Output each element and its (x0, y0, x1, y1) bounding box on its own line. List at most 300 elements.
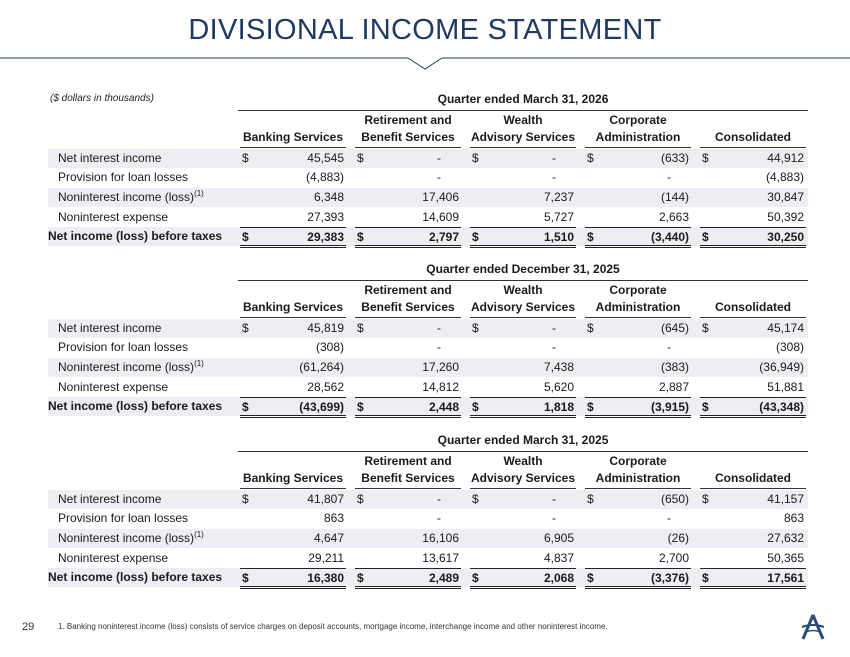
table-cell (355, 168, 461, 187)
column-header (353, 453, 463, 487)
table-cell (700, 338, 806, 357)
total-row (48, 227, 808, 246)
footnote-marker: (1) (194, 359, 204, 368)
column-header-line2: Administration (595, 130, 681, 144)
cell-value: - (437, 170, 441, 184)
cell-value: (383) (660, 360, 689, 374)
table-cell (355, 338, 461, 357)
table-row (48, 188, 808, 207)
row-label (48, 568, 222, 587)
table-cell (355, 188, 461, 207)
row-label-text: Net interest income (58, 151, 162, 165)
table-cell (240, 568, 346, 589)
cell-value: - (667, 170, 671, 184)
footnote-marker: (1) (194, 530, 204, 539)
column-header-line2: Benefit Services (361, 130, 455, 144)
cell-value: 30,847 (767, 190, 804, 204)
cell-value: (650) (660, 492, 689, 506)
column-header-line1: Retirement and (364, 454, 452, 468)
cell-value: 14,812 (422, 380, 459, 394)
table-row (48, 319, 808, 338)
cell-value: 29,211 (308, 551, 344, 565)
row-label (58, 378, 168, 397)
column-header-underline (470, 317, 576, 318)
table-row (48, 338, 808, 357)
table-cell (470, 319, 576, 338)
column-header-line1 (698, 112, 808, 129)
table-cell (470, 490, 576, 509)
column-header (353, 112, 463, 146)
cell-value: 1,818 (543, 400, 574, 414)
table-cell (355, 208, 461, 228)
cell-value: - (552, 321, 556, 335)
period-heading: Quarter ended March 31, 2026 (437, 92, 609, 106)
cell-value: - (552, 340, 556, 354)
table-cell (240, 338, 346, 357)
cell-value: 4,837 (543, 551, 574, 565)
column-header-underline (470, 147, 576, 148)
currency-symbol: $ (242, 571, 249, 585)
row-label (58, 338, 188, 357)
cell-value: 45,174 (767, 321, 804, 335)
currency-symbol: $ (242, 230, 249, 244)
table-cell (240, 490, 346, 509)
cell-value: 2,797 (428, 230, 459, 244)
column-header (583, 282, 693, 316)
table-cell (355, 490, 461, 509)
table-cell (240, 509, 346, 528)
column-header-line1: Retirement and (364, 283, 452, 297)
table-cell (470, 188, 576, 207)
table-cell (585, 188, 691, 207)
currency-symbol: $ (357, 230, 364, 244)
column-header-underline (355, 147, 461, 148)
cell-value: 17,406 (422, 190, 459, 204)
column-header (583, 453, 693, 487)
table-cell (700, 319, 806, 338)
cell-value: (3,915) (650, 400, 689, 414)
page-title: DIVISIONAL INCOME STATEMENT (188, 14, 662, 46)
cell-value: - (552, 511, 556, 525)
table-cell (700, 188, 806, 207)
cell-value: 45,545 (307, 151, 344, 165)
column-header-line2: Banking Services (242, 471, 344, 485)
table-cell (470, 378, 576, 398)
cell-value: 30,250 (767, 230, 804, 244)
cell-value: 7,237 (543, 190, 574, 204)
table-cell (700, 490, 806, 509)
currency-symbol: $ (702, 230, 709, 244)
cell-value: 27,393 (307, 210, 344, 224)
currency-symbol: $ (702, 400, 709, 414)
cell-value: 6,348 (313, 190, 344, 204)
row-label (48, 397, 222, 416)
column-header (468, 112, 578, 146)
table-cell (355, 568, 461, 589)
cell-value: 28,562 (307, 380, 344, 394)
table-cell (470, 358, 576, 377)
income-section (48, 92, 808, 252)
table-cell (240, 358, 346, 377)
currency-symbol: $ (242, 492, 249, 506)
column-header-line2: Advisory Services (470, 130, 576, 144)
column-header-line2: Banking Services (242, 300, 344, 314)
cell-value: 41,157 (767, 492, 804, 506)
table-cell (240, 227, 346, 248)
table-cell (585, 358, 691, 377)
row-label-text: Noninterest expense (58, 210, 169, 224)
table-cell (240, 397, 346, 418)
column-header-underline (240, 317, 346, 318)
table-row (48, 490, 808, 509)
currency-symbol: $ (702, 571, 709, 585)
currency-symbol: $ (587, 571, 594, 585)
table-cell (700, 358, 806, 377)
table-cell (700, 568, 806, 589)
row-label (48, 227, 222, 246)
column-header-line1: Wealth (503, 283, 543, 297)
cell-value: - (437, 321, 441, 335)
table-cell (700, 149, 806, 168)
table-row (48, 378, 808, 397)
column-header-line1: Corporate (609, 113, 667, 127)
cell-value: 5,727 (543, 210, 574, 224)
table-cell (240, 549, 346, 569)
column-header-line1: Wealth (503, 113, 543, 127)
currency-symbol: $ (357, 400, 364, 414)
column-header-line1: Corporate (609, 283, 667, 297)
row-label-text: Net income (loss) before taxes (48, 399, 223, 413)
currency-symbol: $ (587, 151, 594, 165)
table-row (48, 549, 808, 568)
table-row (48, 358, 808, 377)
cell-value: (645) (660, 321, 689, 335)
cell-value: 5,620 (543, 380, 574, 394)
cell-value: 14,609 (422, 210, 459, 224)
column-header (698, 282, 808, 316)
currency-symbol: $ (242, 321, 249, 335)
column-header (583, 112, 693, 146)
row-label (58, 149, 161, 168)
currency-symbol: $ (587, 321, 594, 335)
table-cell (470, 227, 576, 248)
table-cell (700, 529, 806, 548)
table-cell (470, 338, 576, 357)
table-cell (585, 529, 691, 548)
cell-value: (308) (315, 340, 344, 354)
cell-value: 27,632 (767, 531, 804, 545)
table-cell (470, 568, 576, 589)
column-header-line2: Consolidated (714, 300, 791, 314)
page-number: 29 (22, 621, 35, 633)
table-row (48, 168, 808, 187)
table-cell (355, 509, 461, 528)
table-cell (585, 168, 691, 187)
table-cell (355, 549, 461, 569)
table-cell (700, 208, 806, 228)
row-label (58, 208, 168, 227)
column-header-line2: Advisory Services (470, 300, 576, 314)
cell-value: 7,438 (543, 360, 574, 374)
cell-value: 2,448 (428, 400, 459, 414)
table-cell (585, 397, 691, 418)
currency-symbol: $ (587, 400, 594, 414)
column-header-line1 (238, 453, 348, 470)
table-cell (355, 529, 461, 548)
row-label-text: Noninterest income (loss) (58, 360, 195, 374)
table-cell (240, 208, 346, 228)
currency-symbol: $ (242, 400, 249, 414)
cell-value: 6,905 (543, 531, 574, 545)
column-header (468, 282, 578, 316)
row-label (58, 509, 188, 528)
period-underline (238, 110, 808, 111)
table-cell (240, 168, 346, 187)
table-cell (240, 529, 346, 548)
table-cell (470, 208, 576, 228)
title-divider (0, 55, 850, 73)
row-label (58, 490, 161, 509)
cell-value: (144) (660, 190, 689, 204)
column-header-line1 (238, 282, 348, 299)
row-label-text: Noninterest income (loss) (58, 190, 195, 204)
row-label-text: Provision for loan losses (58, 340, 189, 354)
table-cell (355, 358, 461, 377)
row-label-text: Net income (loss) before taxes (48, 570, 223, 584)
table-cell (240, 149, 346, 168)
cell-value: 863 (323, 511, 344, 525)
table-cell (355, 149, 461, 168)
column-header-line2: Banking Services (242, 130, 344, 144)
table-cell (470, 397, 576, 418)
column-header-line2: Advisory Services (470, 471, 576, 485)
table-cell (700, 378, 806, 398)
cell-value: (43,348) (759, 400, 804, 414)
table-row (48, 529, 808, 548)
table-cell (585, 338, 691, 357)
row-label (58, 529, 204, 548)
column-header (698, 112, 808, 146)
cell-value: 2,663 (658, 210, 689, 224)
column-header-underline (585, 147, 691, 148)
table-cell (700, 397, 806, 418)
row-label-text: Net interest income (58, 492, 162, 506)
column-header (468, 453, 578, 487)
cell-value: 17,260 (422, 360, 459, 374)
currency-symbol: $ (357, 492, 364, 506)
total-row (48, 397, 808, 416)
column-header-line1 (698, 453, 808, 470)
table-cell (585, 568, 691, 589)
table-row (48, 509, 808, 528)
table-cell (700, 227, 806, 248)
currency-symbol: $ (472, 571, 479, 585)
cell-value: 4,647 (313, 531, 344, 545)
column-header-line1 (238, 112, 348, 129)
row-label (58, 188, 204, 207)
column-header-underline (585, 317, 691, 318)
cell-value: - (552, 151, 556, 165)
table-cell (585, 319, 691, 338)
currency-symbol: $ (472, 230, 479, 244)
cell-value: 16,106 (422, 531, 459, 545)
column-header-line1: Wealth (503, 454, 543, 468)
column-header-underline (700, 317, 806, 318)
table-cell (585, 378, 691, 398)
cell-value: 51,881 (767, 380, 804, 394)
table-cell (470, 168, 576, 187)
cell-value: - (437, 492, 441, 506)
period-underline (238, 280, 808, 281)
period-heading: Quarter ended December 31, 2025 (426, 262, 620, 276)
row-label (58, 358, 204, 377)
row-label-text: Noninterest income (loss) (58, 531, 195, 545)
row-label-text: Net income (loss) before taxes (48, 229, 223, 243)
cell-value: 45,819 (307, 321, 344, 335)
table-cell (585, 208, 691, 228)
column-header-line2: Administration (595, 300, 681, 314)
cell-value: (26) (667, 531, 689, 545)
table-cell (700, 168, 806, 187)
column-header-underline (700, 488, 806, 489)
table-cell (470, 529, 576, 548)
table-row (48, 208, 808, 227)
currency-symbol: $ (702, 151, 709, 165)
table-cell (585, 509, 691, 528)
cell-value: (61,264) (299, 360, 344, 374)
period-underline (238, 451, 808, 452)
currency-symbol: $ (702, 492, 709, 506)
table-cell (470, 149, 576, 168)
row-label (58, 319, 161, 338)
table-cell (585, 149, 691, 168)
column-header (238, 453, 348, 487)
column-header-underline (700, 147, 806, 148)
column-header-line1 (698, 282, 808, 299)
total-row (48, 568, 808, 587)
table-row (48, 149, 808, 168)
cell-value: (36,949) (759, 360, 804, 374)
units-note: ($ dollars in thousands) (50, 93, 154, 104)
row-label (58, 168, 188, 187)
row-label (58, 549, 168, 568)
cell-value: - (552, 170, 556, 184)
currency-symbol: $ (587, 492, 594, 506)
column-header-line2: Administration (595, 471, 681, 485)
column-header-line2: Consolidated (714, 130, 791, 144)
cell-value: (4,883) (765, 170, 804, 184)
column-header-underline (355, 488, 461, 489)
table-cell (355, 378, 461, 398)
column-header-line1: Retirement and (364, 113, 452, 127)
table-cell (585, 227, 691, 248)
cell-value: - (437, 511, 441, 525)
column-header (238, 282, 348, 316)
table-cell (585, 549, 691, 569)
currency-symbol: $ (472, 151, 479, 165)
cell-value: 29,383 (307, 230, 344, 244)
income-section (48, 262, 808, 422)
cell-value: - (667, 340, 671, 354)
table-cell (470, 549, 576, 569)
column-header-underline (240, 488, 346, 489)
cell-value: 1,510 (543, 230, 574, 244)
cell-value: 2,068 (543, 571, 574, 585)
table-cell (240, 378, 346, 398)
cell-value: - (552, 492, 556, 506)
cell-value: 50,392 (767, 210, 804, 224)
column-header-line2: Benefit Services (361, 471, 455, 485)
table-cell (355, 397, 461, 418)
currency-symbol: $ (357, 321, 364, 335)
income-section (48, 433, 808, 593)
currency-symbol: $ (357, 571, 364, 585)
row-label-text: Noninterest expense (58, 380, 169, 394)
column-header-line1: Corporate (609, 454, 667, 468)
column-header-underline (355, 317, 461, 318)
cell-value: (3,376) (650, 571, 689, 585)
column-header-line2: Consolidated (714, 471, 791, 485)
cell-value: 863 (783, 511, 804, 525)
column-header-underline (585, 488, 691, 489)
currency-symbol: $ (472, 492, 479, 506)
cell-value: 2,887 (658, 380, 689, 394)
table-cell (470, 509, 576, 528)
cell-value: (633) (660, 151, 689, 165)
cell-value: (4,883) (305, 170, 344, 184)
cell-value: (308) (775, 340, 804, 354)
currency-symbol: $ (587, 230, 594, 244)
row-label-text: Provision for loan losses (58, 170, 189, 184)
cell-value: 2,489 (428, 571, 459, 585)
cell-value: 44,912 (767, 151, 804, 165)
cell-value: - (667, 511, 671, 525)
row-label-text: Noninterest expense (58, 551, 169, 565)
footnote-marker: (1) (194, 189, 204, 198)
currency-symbol: $ (357, 151, 364, 165)
row-label-text: Net interest income (58, 321, 162, 335)
company-logo-icon (800, 613, 826, 641)
column-header (698, 453, 808, 487)
column-header (353, 282, 463, 316)
cell-value: - (437, 151, 441, 165)
cell-value: 13,617 (422, 551, 459, 565)
table-cell (700, 509, 806, 528)
footnote: 1. Banking noninterest income (loss) consists of service charges on deposit accounts, mortgage income, interchange income and other noninterest income. (58, 622, 608, 631)
cell-value: (3,440) (650, 230, 689, 244)
cell-value: (43,699) (299, 400, 344, 414)
currency-symbol: $ (702, 321, 709, 335)
column-header-line2: Benefit Services (361, 300, 455, 314)
cell-value: 17,561 (767, 571, 804, 585)
table-cell (700, 549, 806, 569)
column-header-underline (470, 488, 576, 489)
row-label-text: Provision for loan losses (58, 511, 189, 525)
cell-value: 41,807 (307, 492, 344, 506)
currency-symbol: $ (472, 400, 479, 414)
column-header (238, 112, 348, 146)
currency-symbol: $ (242, 151, 249, 165)
period-heading: Quarter ended March 31, 2025 (437, 433, 609, 447)
cell-value: - (437, 340, 441, 354)
cell-value: 16,380 (307, 571, 344, 585)
table-cell (240, 188, 346, 207)
table-cell (355, 319, 461, 338)
cell-value: 50,365 (767, 551, 804, 565)
currency-symbol: $ (472, 321, 479, 335)
table-cell (240, 319, 346, 338)
table-cell (585, 490, 691, 509)
